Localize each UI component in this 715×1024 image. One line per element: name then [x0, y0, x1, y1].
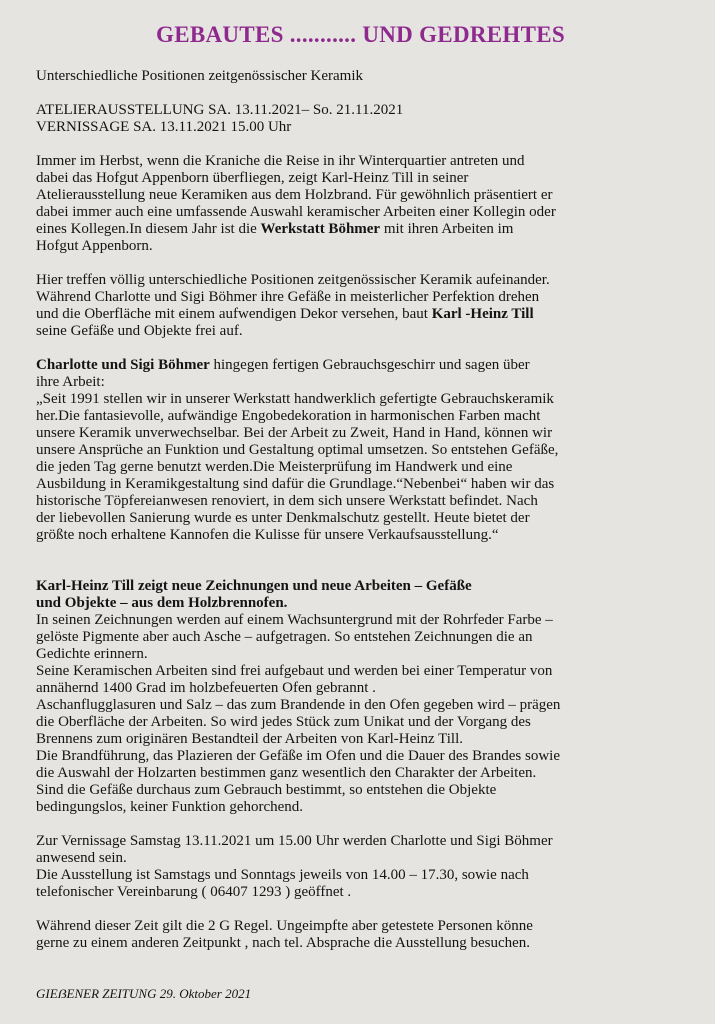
text-line: her.Die fantasievolle, aufwändige Engobedekoration in harmonischen Farben macht: [36, 408, 541, 424]
text-line: Atelierausstellung neue Keramiken aus dem Holzbrand. Für gewöhnlich präsentiert er: [36, 187, 553, 203]
text-line: anwesend sein.: [36, 850, 127, 866]
text-line: Immer im Herbst, wenn die Kraniche die Reise in ihr Winterquartier antreten und: [36, 153, 525, 169]
exhibition-dates: [36, 102, 685, 136]
boehmer-paragraph: [36, 357, 685, 544]
text-line: unsere Ansprüche an Funktion und Gestaltung optimal umsetzen. So entstehen Gefäße,: [36, 442, 559, 458]
text-line: Hier treffen völlig unterschiedliche Positionen zeitgenössischer Keramik aufeinander.: [36, 272, 550, 288]
source-credit: GIEẞENER ZEITUNG 29. Oktober 2021: [36, 986, 252, 1001]
text-line: Brennens zum originären Bestandteil der Arbeiten von Karl-Heinz Till.: [36, 731, 463, 747]
text-line: Seine Keramischen Arbeiten sind frei aufgebaut und werden bei einer Temperatur von: [36, 663, 553, 679]
text-line: [36, 357, 685, 374]
bold-text: Charlotte und Sigi Böhmer: [36, 357, 210, 373]
page-title: GEBAUTES ........... UND GEDREHTES: [156, 22, 565, 47]
text-line: größte noch erhaltene Kannofen die Kulisse für unsere Verkaufsausstellung.“: [36, 527, 499, 543]
vernissage-paragraph: [36, 833, 685, 901]
text-line: Die Brandführung, das Plazieren der Gefäße im Ofen und die Dauer des Brandes sowie: [36, 748, 560, 764]
text-segment: eines Kollegen.In diesem Jahr ist die: [36, 221, 261, 237]
text-line: gerne zu einem anderen Zeitpunkt , nach tel. Absprache die Ausstellung besuchen.: [36, 935, 531, 951]
text-line: die jeden Tag gerne benutzt werden.Die Meisterprüfung im Handwerk und eine: [36, 459, 513, 475]
text-line: unsere Keramik unverwechselbar. Bei der Arbeit zu Zweit, Hand in Hand, können wir: [36, 425, 553, 441]
text-line: Gedichte erinnern.: [36, 646, 148, 662]
text-line: Sind die Gefäße durchaus zum Gebrauch bestimmt, so entstehen die Objekte: [36, 782, 497, 798]
text-line: Aschanflugglasuren und Salz – das zum Brandende in den Ofen gegeben wird – prägen: [36, 697, 561, 713]
text-line: Hofgut Appenborn.: [36, 238, 153, 254]
text-line: [36, 306, 685, 323]
text-line: In seinen Zeichnungen werden auf einem Wachsuntergrund mit der Rohrfeder Farbe –: [36, 612, 553, 628]
text-segment: hingegen fertigen Gebrauchsgeschirr und sagen über: [209, 357, 530, 373]
subtitle: Unterschiedliche Positionen zeitgenössischer Keramik: [36, 68, 363, 84]
text-line: „Seit 1991 stellen wir in unserer Werkstatt handwerklich gefertigte Gebrauchskeramik: [36, 391, 554, 407]
text-line: ihre Arbeit:: [36, 374, 105, 390]
text-line: gelöste Pigmente aber auch Asche – aufgetragen. So entstehen Zeichnungen die an: [36, 629, 533, 645]
text-line: bedingungslos, keiner Funktion gehorchend.: [36, 799, 304, 815]
bold-text: Werkstatt Böhmer: [260, 221, 381, 237]
exhibition-date-line: ATELIERAUSSTELLUNG SA. 13.11.2021– So. 21.11.2021: [36, 102, 404, 118]
text-line: [36, 221, 685, 238]
text-line: dabei immer auch eine umfassende Auswahl keramischer Arbeiten einer Kollegin oder: [36, 204, 556, 220]
intro-paragraph: [36, 153, 685, 255]
text-line: seine Gefäße und Objekte frei auf.: [36, 323, 243, 339]
section-heading-line: Karl-Heinz Till zeigt neue Zeichnungen und neue Arbeiten – Gefäße: [36, 578, 472, 594]
text-line: der liebevollen Sanierung wurde es unter Denkmalschutz gestellt. Heute bietet der: [36, 510, 530, 526]
text-segment: mit ihren Arbeiten im: [380, 221, 514, 237]
text-line: dabei das Hofgut Appenborn überfliegen, zeigt Karl-Heinz Till in seiner: [36, 170, 469, 186]
spacer: [36, 561, 685, 578]
text-line: historische Töpfereianwesen renoviert, in dem sich unsere Werkstatt befindet. Nach: [36, 493, 538, 509]
text-line: Während Charlotte und Sigi Böhmer ihre Gefäße in meisterlicher Perfektion drehen: [36, 289, 540, 305]
vernissage-date-line: VERNISSAGE SA. 13.11.2021 15.00 Uhr: [36, 119, 292, 135]
section-heading-line: und Objekte – aus dem Holzbrennofen.: [36, 595, 288, 611]
text-segment: und die Oberfläche mit einem aufwendigen Dekor versehen, baut: [36, 306, 432, 322]
till-paragraph: [36, 578, 685, 816]
text-line: die Auswahl der Holzarten bestimmen ganz wesentlich den Charakter der Arbeiten.: [36, 765, 537, 781]
positions-paragraph: [36, 272, 685, 340]
text-line: Zur Vernissage Samstag 13.11.2021 um 15.00 Uhr werden Charlotte und Sigi Böhmer: [36, 833, 553, 849]
text-line: Ausbildung in Keramikgestaltung sind dafür die Grundlage.“Nebenbei“ haben wir das: [36, 476, 555, 492]
text-line: Während dieser Zeit gilt die 2 G Regel. Ungeimpfte aber getestete Personen könne: [36, 918, 533, 934]
text-line: Die Ausstellung ist Samstags und Sonntags jeweils von 14.00 – 17.30, sowie nach: [36, 867, 529, 883]
text-line: telefonischer Vereinbarung ( 06407 1293 ) geöffnet .: [36, 884, 352, 900]
bold-text: Karl -Heinz Till: [431, 306, 534, 322]
text-line: annähernd 1400 Grad im holzbefeuerten Ofen gebrannt .: [36, 680, 376, 696]
rules-paragraph: [36, 918, 685, 952]
text-line: die Oberfläche der Arbeiten. So wird jedes Stück zum Unikat und der Vorgang des: [36, 714, 531, 730]
